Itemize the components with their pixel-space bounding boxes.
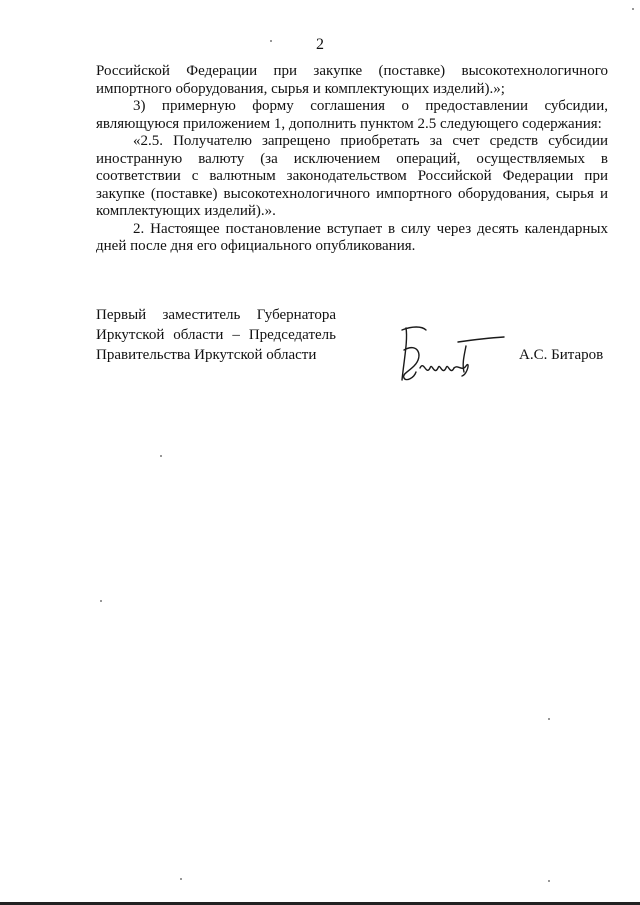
paragraph-effective-date: 2. Настоящее постановление вступает в силу через десять календарных дней после дня его официального опубликования. (96, 220, 608, 254)
paragraph-clause-2-5: «2.5. Получателю запрещено приобретать за счет средств субсидии иностранную валюту (за исключением операций, осуществляемых в соответствии с валютным законодательством Российской Федерации при закупке (поставке) высокотехнологичного импортного оборудования, сырья и комплектующих изделий).». (96, 133, 608, 219)
signer-position-line: Первый заместитель Губернатора (96, 307, 336, 323)
scan-speck (270, 40, 272, 42)
scan-speck (100, 600, 102, 602)
paragraph-continuation: Российской Федерации при закупке (поставке) высокотехнологичного импортного оборудования, сырья и комплектующих изделий).»; (96, 63, 608, 97)
signature-block (96, 305, 608, 375)
signer-position-line: Иркутской области – Председатель (96, 327, 336, 343)
paragraph-item-3: 3) примерную форму соглашения о предоставлении субсидии, являющуюся приложением 1, дополнить пунктом 2.5 следующего содержания: (96, 98, 608, 132)
handwritten-signature-icon (392, 320, 512, 390)
scan-speck (548, 880, 550, 882)
scan-speck (160, 455, 162, 457)
document-body (96, 63, 608, 256)
page-number: 2 (316, 36, 324, 53)
signer-position (96, 305, 336, 365)
signer-name: А.С. Битаров (519, 347, 604, 363)
scan-speck (180, 878, 182, 880)
scan-speck (632, 8, 634, 10)
signer-position-line: Правительства Иркутской области (96, 347, 317, 363)
scan-speck (548, 718, 550, 720)
